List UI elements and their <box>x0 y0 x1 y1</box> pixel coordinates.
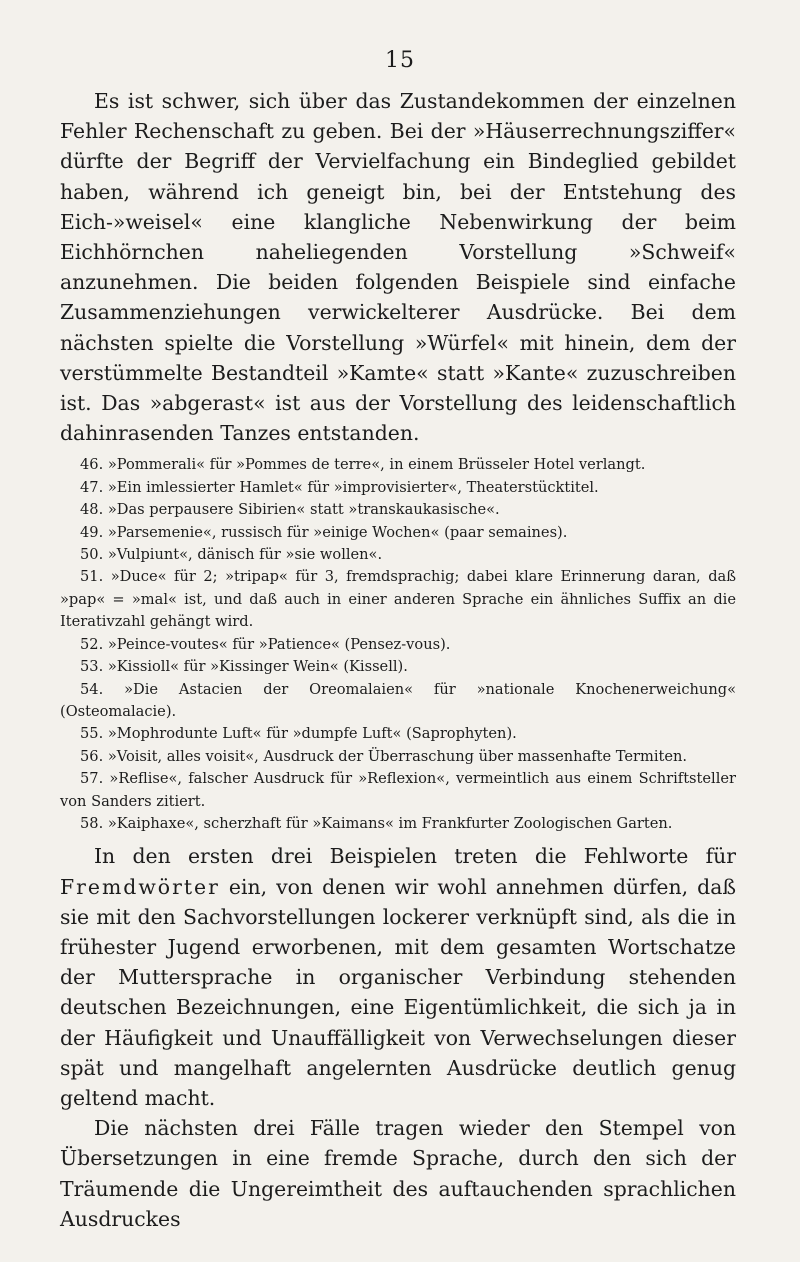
example-52: 52. »Peince-voutes« für »Patience« (Pensez-vous). <box>80 635 451 653</box>
example-56: 56. »Voisit, alles voisit«, Ausdruck der Überraschung über massenhafte Termiten. <box>80 747 688 765</box>
example-53: 53. »Kissioll« für »Kissinger Wein« (Kissell). <box>80 658 408 676</box>
examples-list <box>60 454 736 835</box>
example-46: 46. »Pommerali« für »Pommes de terre«, in einem Brüsseler Hotel verlangt. <box>80 456 646 474</box>
paragraph-foreign-words <box>60 841 736 1113</box>
page-number: 15 <box>385 48 415 73</box>
example-49: 49. »Parsemenie«, russisch für »einige Wochen« (paar semaines). <box>80 523 568 541</box>
example-48: 48. »Das perpausere Sibirien« statt »transkaukasische«. <box>80 501 500 519</box>
paragraph-translations: Die nächsten drei Fälle tragen wieder den Stempel von Übersetzungen in eine fremde Sprache, durch den sich der Träumende die Ungereimtheit des auftauchenden sprachlichen Ausdruckes <box>60 1116 736 1231</box>
intro-paragraph: Es ist schwer, sich über das Zustandekommen der einzelnen Fehler Rechenschaft zu geben. Bei der »Häuserrechnungsziffer« dürfte der Begriff der Vervielfachung ein Bindeglied gebildet haben, während ich geneigt bin, bei der Entstehung des Eich-»weisel« eine klangliche Nebenwirkung der beim Eichhörnchen naheliegenden Vorstellung »Schweif« anzunehmen. Die beiden folgenden Beispiele sind einfache Zusammenziehungen verwickelterer Ausdrücke. Bei dem nächsten spielte die Vorstellung »Würfel« mit hinein, dem der verstümmelte Bestandteil »Kamte« statt »Kante« zuzuschreiben ist. Das »abgerast« ist aus der Vorstellung des leidenschaftlich dahinrasenden Tanzes entstanden. <box>60 89 736 446</box>
example-54: 54. »Die Astacien der Oreomalaien« für »nationale Knochenerweichung« (Osteomalacie). <box>60 680 736 720</box>
example-57: 57. »Reflise«, falscher Ausdruck für »Reflexion«, vermeintlich aus einem Schriftsteller von Sanders zitiert. <box>60 770 736 810</box>
example-51: 51. »Duce« für 2; »tripap« für 3, fremdsprachig; dabei klare Erinnerung daran, daß »pap« = »mal« ist, und daß auch in einer anderen Sprache ein ähnliches Suffix an die Iterativzahl gehängt wird. <box>60 568 736 631</box>
paragraph-2-before: In den ersten drei Beispielen treten die Fehlworte für <box>94 844 736 869</box>
example-47: 47. »Ein imlessierter Hamlet« für »improvisierter«, Theaterstücktitel. <box>80 478 599 496</box>
paragraph-2-after: ein, von denen wir wohl annehmen dürfen, daß sie mit den Sachvorstellungen lockerer verknüpft sind, als die in frühester Jugend erworbenen, mit dem gesamten Wortschatze der Muttersprache in organischer Verbindung stehenden deutschen Bezeichnungen, eine Eigentümlichkeit, die sich ja in der Häufigkeit und Unauffälligkeit von Verwechselungen dieser spät und mangelhaft angelernten Ausdrücke deutlich genug geltend macht. <box>60 874 736 1110</box>
emphasis-fremdwoerter: Fremdwörter <box>60 874 220 899</box>
page-body <box>60 86 736 1234</box>
example-58: 58. »Kaiphaxe«, scherzhaft für »Kaimans« im Frankfurter Zoologischen Garten. <box>80 814 673 832</box>
example-50: 50. »Vulpiunt«, dänisch für »sie wollen«. <box>80 546 383 564</box>
example-55: 55. »Mophrodunte Luft« für »dumpfe Luft« (Saprophyten). <box>80 725 517 743</box>
